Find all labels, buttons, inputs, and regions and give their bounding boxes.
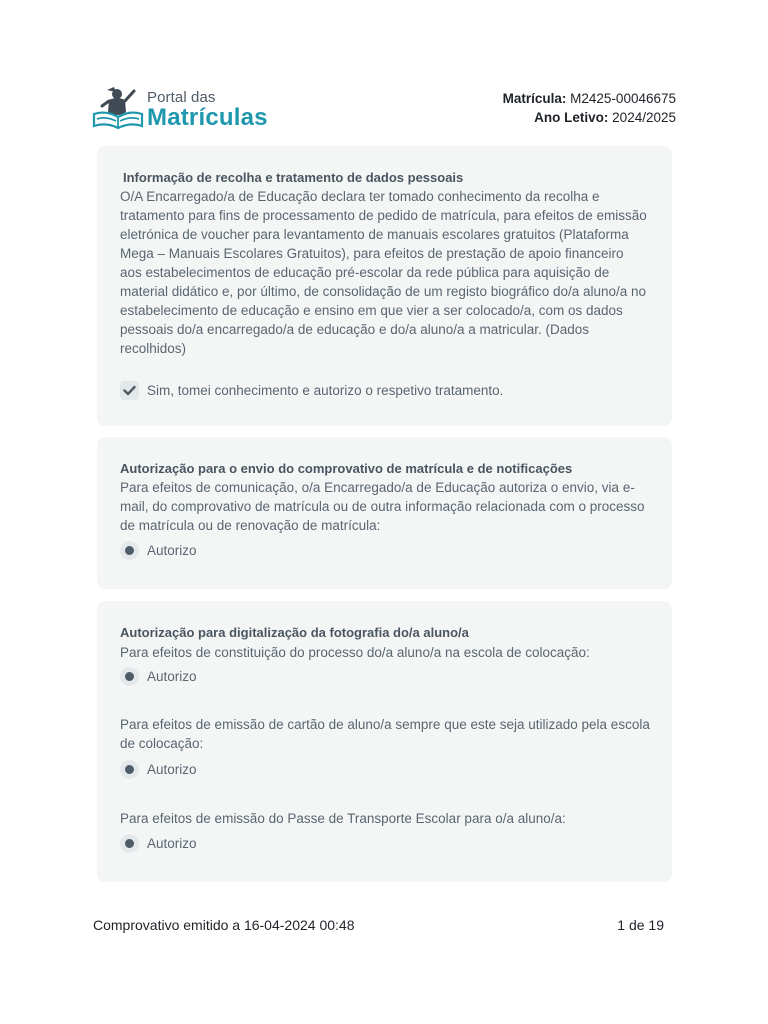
radio-dot-icon — [125, 839, 134, 848]
ano-letivo-value: 2024/2025 — [612, 110, 676, 125]
data-processing-card — [97, 146, 672, 426]
photo-transport-radio[interactable] — [120, 834, 139, 853]
logo-text-main: Matrículas — [147, 104, 268, 131]
photo-process-radio[interactable] — [120, 667, 139, 686]
ano-letivo-row — [503, 108, 676, 127]
notifications-radio-row[interactable] — [120, 541, 197, 560]
registration-info — [503, 89, 676, 127]
radio-dot-icon — [125, 672, 134, 681]
page-number: 1 de 19 — [617, 917, 664, 933]
notifications-title: Autorização para o envio do comprovativo de matrícula e de notificações — [120, 461, 573, 476]
logo-text-top: Portal das — [147, 89, 216, 106]
consent-checkbox-label: Sim, tomei conhecimento e autorizo o respetivo tratamento. — [147, 383, 504, 398]
portal-logo-icon — [92, 84, 148, 132]
photo-transport-option-label: Autorizo — [147, 836, 197, 851]
portal-logo — [92, 84, 292, 134]
matricula-value: M2425-00046675 — [570, 91, 676, 106]
photo-card-radio-row[interactable] — [120, 760, 197, 779]
notifications-radio[interactable] — [120, 541, 139, 560]
photo-card-radio[interactable] — [120, 760, 139, 779]
notifications-option-label: Autorizo — [147, 543, 197, 558]
radio-dot-icon — [125, 765, 134, 774]
photo-transport-radio-row[interactable] — [120, 834, 197, 853]
notifications-card — [97, 437, 672, 589]
consent-checkbox[interactable] — [120, 381, 139, 400]
photo-process-option-label: Autorizo — [147, 669, 197, 684]
photo-authorization-title: Autorização para digitalização da fotografia do/a aluno/a — [120, 625, 469, 640]
photo-process-radio-row[interactable] — [120, 667, 197, 686]
consent-checkbox-row[interactable] — [120, 381, 503, 400]
ano-letivo-label: Ano Letivo: — [534, 110, 609, 125]
issued-timestamp: Comprovativo emitido a 16-04-2024 00:48 — [93, 917, 355, 933]
photo-purpose-process-text: Para efeitos de constituição do processo do/a aluno/a na escola de colocação: — [120, 645, 590, 660]
photo-card-option-label: Autorizo — [147, 762, 197, 777]
data-processing-title: Informação de recolha e tratamento de dados pessoais — [123, 170, 464, 185]
photo-purpose-card-text: Para efeitos de emissão de cartão de aluno/a sempre que este seja utilizado pela escola de colocação: — [120, 717, 650, 751]
photo-purpose-transport-text: Para efeitos de emissão do Passe de Transporte Escolar para o/a aluno/a: — [120, 811, 566, 826]
matricula-label: Matrícula: — [502, 91, 567, 106]
matricula-row — [503, 89, 676, 108]
radio-dot-icon — [125, 546, 134, 555]
photo-authorization-card — [97, 601, 672, 882]
data-processing-text: O/A Encarregado/a de Educação declara ter tomado conhecimento da recolha e tratamento para fins de processamento de pedido de matrícula, para efeitos de emissão eletrónica de voucher para levantamento de manuais escolares gratuitos (Plataforma Mega – Manuais Escolares Gratuitos), para efeitos de prestação de apoio financeiro aos estabelecimentos de educação pré-escolar da rede pública para aquisição de material didático e, por último, de consolidação de um registo biográfico do/a aluno/a no estabelecimento de educação e ensino em que vier a ser colocado/a, com os dados pessoais do/a encarregado/a de educação e do/a aluno/a a matricular. (Dados recolhidos) — [120, 189, 647, 356]
notifications-text: Para efeitos de comunicação, o/a Encarregado/a de Educação autoriza o envio, via e-mail, do comprovativo de matrícula ou de outra informação relacionada com o processo de matrícula ou de renovação de matrícula: — [120, 480, 645, 533]
checkmark-icon — [123, 385, 136, 396]
